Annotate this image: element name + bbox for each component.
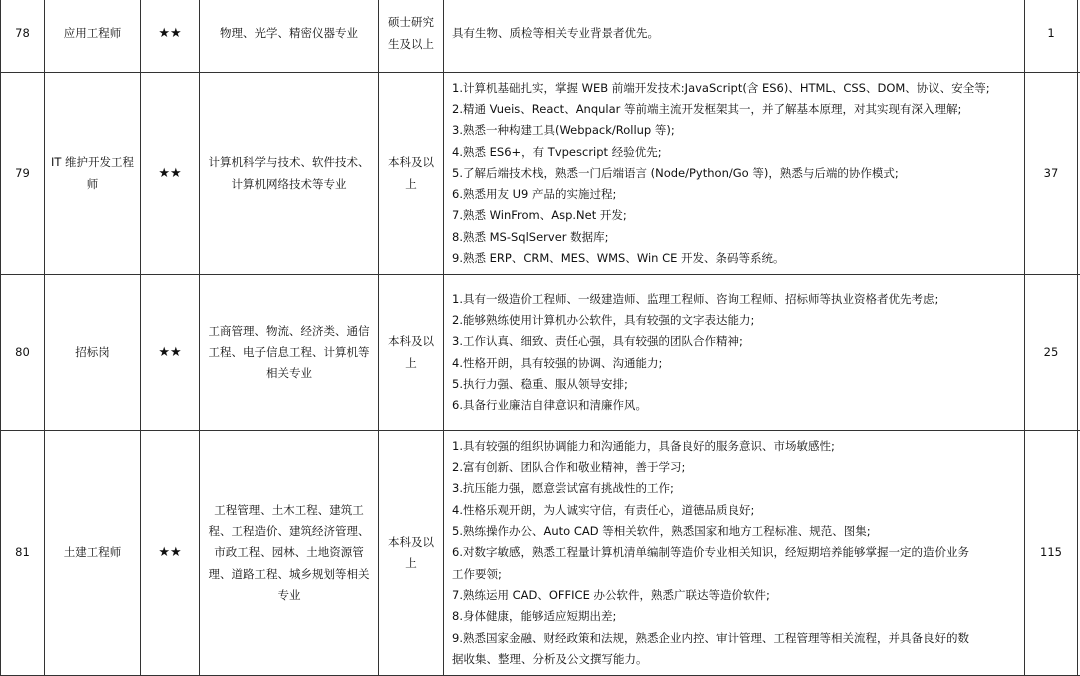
description-line: 5.了解后端技术栈，熟悉一门后端语言 (Node/Python/Go 等)，熟悉与后端的协作模式;	[452, 163, 1024, 184]
job-title: IT 维护开发工程师	[45, 73, 141, 275]
table-row	[1, 73, 1080, 275]
row-number: 80	[1, 275, 45, 431]
job-description	[444, 0, 1025, 73]
description-line: 1.计算机基础扎实，掌握 WEB 前端开发技术:JavaScript(含 ES6)、HTML、CSS、DOM、协议、安全等;	[452, 78, 1024, 99]
description-line: 2.富有创新、团队合作和敬业精神，善于学习;	[452, 457, 1024, 478]
job-description	[444, 73, 1025, 275]
description-line: 7.熟练运用 CAD、OFFICE 办公软件，熟悉广联达等造价软件;	[452, 585, 1024, 606]
major-requirement: 工商管理、物流、经济类、通信工程、电子信息工程、计算机等相关专业	[200, 275, 379, 431]
description-line: 3.工作认真、细致、责任心强，具有较强的团队合作精神;	[452, 331, 1024, 352]
description-line: 7.熟悉 WinFrom、Asp.Net 开发;	[452, 205, 1024, 226]
description-line: 1.具有一级造价工程师、一级建造师、监理工程师、咨询工程师、招标师等执业资格者优先考虑;	[452, 289, 1024, 310]
description-line: 4.熟悉 ES6+，有 Tvpescript 经验优先;	[452, 142, 1024, 163]
description-line: 8.熟悉 MS-SqlServer 数据库;	[452, 227, 1024, 248]
hiring-count: 1	[1025, 0, 1078, 73]
description-line: 4.性格开朗，具有较强的协调、沟通能力;	[452, 353, 1024, 374]
job-description	[444, 275, 1025, 431]
description-line: 3.抗压能力强，愿意尝试富有挑战性的工作;	[452, 478, 1024, 499]
table-row	[1, 275, 1080, 431]
description-line: 8.身体健康，能够适应短期出差;	[452, 606, 1024, 627]
job-title: 招标岗	[45, 275, 141, 431]
description-line: 1.具有较强的组织协调能力和沟通能力，具备良好的服务意识、市场敏感性;	[452, 436, 1024, 457]
description-line: 9.熟悉国家金融、财经政策和法规，熟悉企业内控、审计管理、工程管理等相关流程，并具备良好的数	[452, 628, 1024, 649]
education-requirement: 本科及以上	[379, 275, 444, 431]
description-line: 工作要领;	[452, 564, 1024, 585]
education-requirement: 硕士研究生及以上	[379, 0, 444, 73]
description-line: 4.性格乐观开朗，为人诚实守信，有责任心，道德品质良好;	[452, 500, 1024, 521]
table-row	[1, 0, 1080, 73]
row-number: 78	[1, 0, 45, 73]
rating-stars: ★★	[141, 431, 200, 676]
row-number: 81	[1, 431, 45, 676]
description-line: 6.熟悉用友 U9 产品的实施过程;	[452, 184, 1024, 205]
description-line: 2.精通 Vueis、React、Anqular 等前端主流开发框架其一，并了解基本原理，对其实现有深入理解;	[452, 99, 1024, 120]
major-requirement: 工程管理、土木工程、建筑工程、工程造价、建筑经济管理、市政工程、园林、土地资源管理、道路工程、城乡规划等相关专业	[200, 431, 379, 676]
job-description	[444, 431, 1025, 676]
description-line: 6.对数字敏感，熟悉工程量计算机清单编制等造价专业相关知识，经短期培养能够掌握一定的造价业务	[452, 542, 1024, 563]
description-line: 9.熟悉 ERP、CRM、MES、WMS、Win CE 开发、条码等系统。	[452, 248, 1024, 269]
description-line: 具有生物、质检等相关专业背景者优先。	[452, 23, 1024, 44]
major-requirement: 计算机科学与技术、软件技术、计算机网络技术等专业	[200, 73, 379, 275]
rating-stars: ★★	[141, 0, 200, 73]
hiring-count: 25	[1025, 275, 1078, 431]
major-requirement: 物理、光学、精密仪器专业	[200, 0, 379, 73]
description-line: 5.熟练操作办公、Auto CAD 等相关软件，熟悉国家和地方工程标准、规范、图集;	[452, 521, 1024, 542]
description-line: 据收集、整理、分析及公文撰写能力。	[452, 649, 1024, 670]
description-line: 2.能够熟练使用计算机办公软件，具有较强的文字表达能力;	[452, 310, 1024, 331]
education-requirement: 本科及以上	[379, 431, 444, 676]
job-title: 土建工程师	[45, 431, 141, 676]
rating-stars: ★★	[141, 275, 200, 431]
rating-stars: ★★	[141, 73, 200, 275]
description-line: 3.熟悉一种构建工具(Webpack/Rollup 等);	[452, 120, 1024, 141]
job-title: 应用工程师	[45, 0, 141, 73]
description-line: 6.具备行业廉洁自律意识和清廉作风。	[452, 395, 1024, 416]
row-number: 79	[1, 73, 45, 275]
hiring-count: 115	[1025, 431, 1078, 676]
hiring-count: 37	[1025, 73, 1078, 275]
table-row	[1, 431, 1080, 676]
education-requirement: 本科及以上	[379, 73, 444, 275]
description-line: 5.执行力强、稳重、服从领导安排;	[452, 374, 1024, 395]
